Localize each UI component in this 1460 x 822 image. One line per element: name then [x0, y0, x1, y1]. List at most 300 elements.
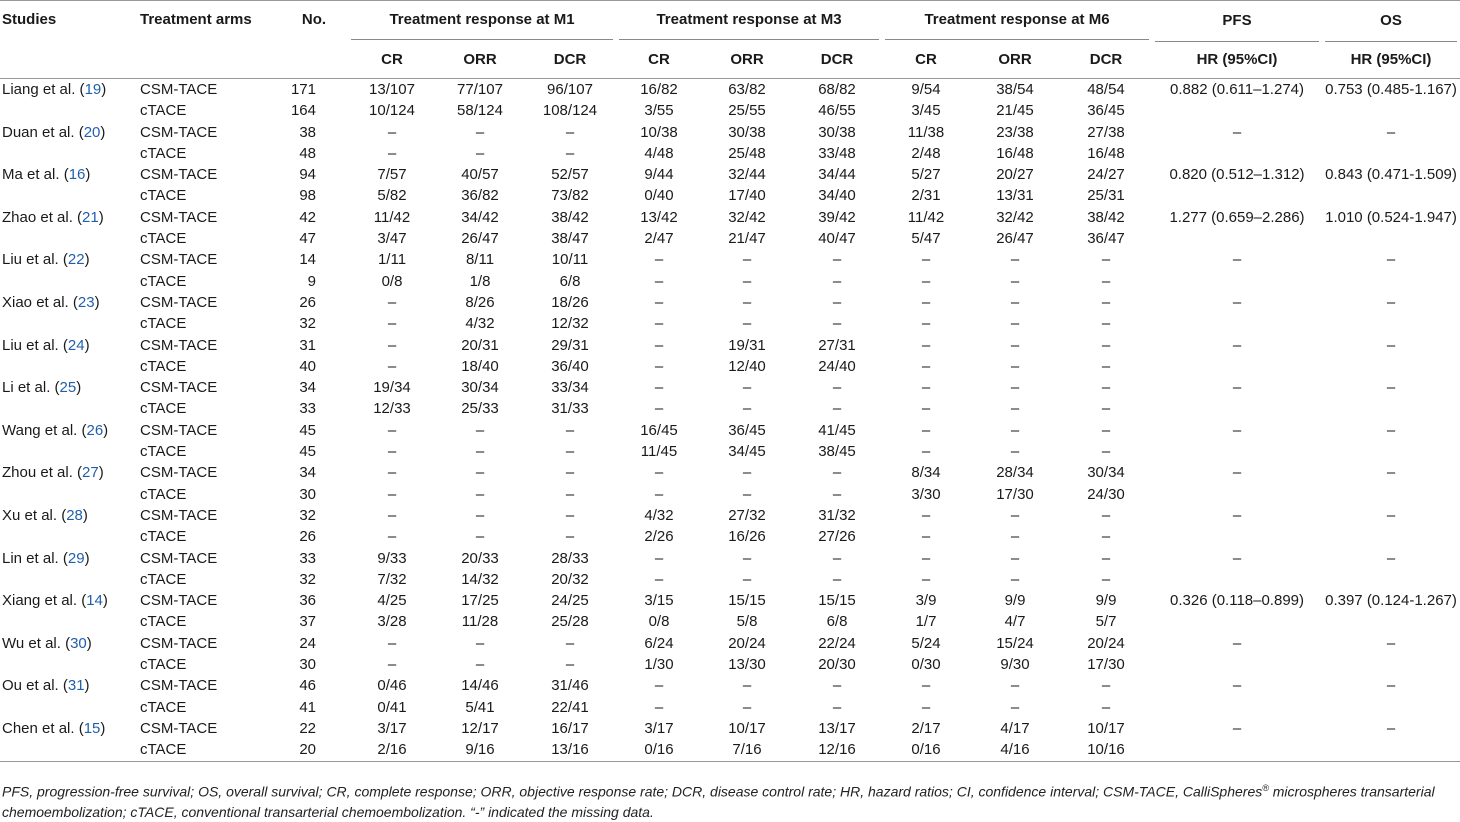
table-row	[0, 122, 1460, 143]
cell-pfs	[1152, 611, 1322, 632]
cell-m6orr: 17/30	[996, 485, 1034, 503]
cell-m3dcr: 13/17	[818, 719, 856, 737]
cell-m1dcr: –	[565, 506, 575, 524]
cell-m1dcr: –	[565, 421, 575, 439]
cell-m6dcr: –	[1101, 570, 1111, 588]
cell-pfs	[1152, 228, 1322, 249]
cell-m6orr: 21/45	[996, 102, 1034, 120]
header-m1-dcr: DCR	[553, 50, 587, 68]
cell-m3orr: 25/48	[728, 144, 766, 162]
cell-m1orr: 12/17	[461, 719, 499, 737]
cell-m3dcr: 27/26	[818, 528, 856, 546]
cell-pfs	[1152, 441, 1322, 462]
study-name-close: )	[86, 634, 92, 652]
table-row	[0, 79, 1460, 101]
header-m6: Treatment response at M6	[882, 1, 1152, 41]
cell-m1dcr: 25/28	[551, 613, 589, 631]
cell-m1cr: –	[387, 634, 397, 652]
cell-m6orr: –	[1010, 549, 1020, 567]
cell-m3orr: 19/31	[728, 336, 766, 354]
cell-m3orr: 5/8	[736, 613, 758, 631]
cell-m1dcr: 73/82	[551, 187, 589, 205]
reference-link[interactable]: 27	[82, 464, 99, 482]
cell-arm: CSM-TACE	[140, 677, 218, 695]
cell-arm: CSM-TACE	[140, 208, 218, 226]
footnote-text-1: PFS, progression-free survival; OS, overall survival; CR, complete response; ORR, objective response rate; DCR, disease control rate; HR, hazard ratios; CI, confidence interval; CSM-TACE, CalliSpheres	[2, 783, 1263, 800]
cell-m6dcr: 9/9	[1095, 592, 1117, 610]
cell-m3orr: 32/44	[728, 166, 766, 184]
cell-m1cr: –	[387, 293, 397, 311]
registered-mark: ®	[1262, 783, 1269, 793]
cell-m1dcr: –	[565, 144, 575, 162]
cell-m6orr: –	[1010, 315, 1020, 333]
cell-pfs	[1152, 185, 1322, 206]
cell-m1dcr: –	[565, 464, 575, 482]
study-name: Xu et al. (	[2, 506, 67, 524]
cell-m3cr: 16/82	[640, 81, 678, 98]
cell-m1dcr: 20/32	[551, 570, 589, 588]
cell-m1cr: –	[387, 357, 397, 375]
cell-pfs: –	[1232, 421, 1242, 439]
table-row	[0, 697, 1460, 718]
cell-no: 164	[290, 102, 316, 120]
cell-m6cr: –	[921, 336, 931, 354]
cell-m3cr: –	[654, 549, 664, 567]
cell-m3cr: 2/26	[644, 528, 674, 546]
cell-m1cr: 9/33	[377, 549, 407, 567]
cell-m6cr: –	[921, 570, 931, 588]
cell-m3dcr: –	[832, 698, 842, 716]
cell-os	[1322, 313, 1460, 334]
cell-m6orr: –	[1010, 251, 1020, 269]
cell-m1cr: –	[387, 506, 397, 524]
cell-m6dcr: –	[1101, 336, 1111, 354]
cell-m1orr: 14/32	[461, 570, 499, 588]
cell-pfs: –	[1232, 506, 1242, 524]
study-name: Wang et al. (	[2, 421, 87, 439]
cell-m6orr: 15/24	[996, 634, 1034, 652]
study-name: Li et al. (	[2, 379, 60, 397]
cell-no: 26	[299, 528, 316, 546]
cell-arm: cTACE	[140, 741, 187, 759]
cell-m3orr: 10/17	[728, 719, 766, 737]
table-row	[0, 590, 1460, 611]
study-name: Ou et al. (	[2, 677, 68, 695]
cell-m1dcr: 108/124	[542, 102, 598, 120]
cell-m6dcr: –	[1101, 357, 1111, 375]
table-row	[0, 143, 1460, 164]
cell-pfs	[1152, 697, 1322, 718]
study-name: Duan et al. (	[2, 123, 84, 141]
cell-m6dcr: 10/17	[1087, 719, 1125, 737]
cell-no: 48	[299, 144, 316, 162]
header-m1-cr: CR	[381, 50, 403, 68]
table-row	[0, 249, 1460, 270]
reference-link[interactable]: 16	[68, 166, 86, 184]
cell-m3orr: –	[742, 400, 752, 418]
cell-m1orr: 34/42	[461, 208, 499, 226]
cell-arm: cTACE	[140, 570, 187, 588]
cell-m1cr: 2/16	[377, 741, 407, 759]
cell-no: 37	[299, 613, 316, 631]
cell-m1cr: 10/124	[369, 102, 415, 120]
header-m3-orr: ORR	[730, 50, 764, 68]
cell-arm: cTACE	[140, 272, 187, 290]
cell-m6dcr: 25/31	[1087, 187, 1125, 205]
reference-link[interactable]: 15	[83, 719, 101, 737]
table-row	[0, 675, 1460, 696]
cell-no: 31	[299, 336, 316, 354]
cell-m1orr: 8/26	[465, 293, 495, 311]
cell-os	[1322, 611, 1460, 632]
header-m3-dcr: DCR	[820, 50, 854, 68]
cell-m3orr: 36/45	[728, 421, 766, 439]
cell-m3cr: 0/40	[644, 187, 674, 205]
cell-study	[0, 441, 138, 462]
cell-arm: cTACE	[140, 230, 187, 248]
cell-study	[0, 505, 138, 526]
cell-m3dcr: 34/40	[818, 187, 856, 205]
cell-arm: CSM-TACE	[140, 81, 218, 98]
cell-m3cr: 1/30	[644, 656, 674, 674]
cell-m6cr: 1/7	[915, 613, 937, 631]
cell-study	[0, 739, 138, 761]
study-name-close: )	[101, 81, 107, 98]
cell-m6cr: 3/9	[915, 592, 937, 610]
cell-m1dcr: –	[565, 443, 575, 461]
cell-pfs	[1152, 654, 1322, 675]
cell-m3dcr: 33/48	[818, 144, 856, 162]
cell-study	[0, 228, 138, 249]
cell-m3orr: –	[742, 485, 752, 503]
cell-m1dcr: 38/42	[551, 208, 589, 226]
cell-m1cr: 13/107	[369, 81, 415, 98]
cell-m6dcr: 36/47	[1087, 230, 1125, 248]
cell-m6cr: 2/48	[911, 144, 941, 162]
cell-m1cr: –	[387, 528, 397, 546]
cell-os	[1322, 143, 1460, 164]
header-m3-cr: CR	[648, 50, 670, 68]
reference-link[interactable]: 23	[77, 293, 95, 311]
cell-m6cr: 3/45	[911, 102, 941, 120]
cell-m3dcr: –	[832, 677, 842, 695]
cell-m1cr: –	[387, 485, 397, 503]
cell-m6dcr: 5/7	[1095, 613, 1117, 631]
reference-link[interactable]: 25	[59, 379, 77, 397]
cell-no: 94	[299, 166, 316, 184]
cell-m6cr: 3/30	[911, 485, 941, 503]
header-m1: Treatment response at M1	[348, 1, 616, 41]
cell-study	[0, 633, 138, 654]
cell-m3dcr: –	[832, 272, 842, 290]
cell-m6orr: –	[1010, 272, 1020, 290]
cell-os	[1322, 654, 1460, 675]
reference-link[interactable]: 31	[67, 677, 85, 695]
cell-m3orr: 7/16	[732, 741, 762, 759]
cell-pfs	[1152, 313, 1322, 334]
cell-m1orr: 58/124	[457, 102, 503, 120]
cell-m1cr: 11/42	[373, 208, 411, 226]
cell-m3dcr: –	[832, 293, 842, 311]
cell-no: 32	[299, 315, 316, 333]
cell-pfs	[1152, 569, 1322, 590]
cell-os	[1322, 739, 1460, 761]
cell-m6dcr: 17/30	[1087, 656, 1125, 674]
cell-m3cr: –	[654, 315, 664, 333]
cell-pfs	[1152, 100, 1322, 121]
cell-m1dcr: –	[565, 634, 575, 652]
cell-m3cr: 6/24	[644, 634, 674, 652]
cell-m3cr: 11/45	[640, 443, 678, 461]
cell-no: 41	[299, 698, 316, 716]
cell-study	[0, 462, 138, 483]
cell-os: –	[1386, 123, 1396, 141]
cell-m1dcr: 13/16	[551, 741, 589, 759]
reference-link[interactable]: 20	[83, 123, 101, 141]
cell-study	[0, 697, 138, 718]
cell-m1cr: 5/82	[377, 187, 407, 205]
header-no: No.	[301, 11, 327, 28]
table-row	[0, 228, 1460, 249]
cell-m3dcr: 34/44	[818, 166, 856, 184]
cell-m6cr: 2/17	[911, 719, 941, 737]
cell-no: 9	[307, 272, 316, 290]
cell-pfs	[1152, 526, 1322, 547]
cell-m6orr: 28/34	[996, 464, 1034, 482]
cell-m6orr: –	[1010, 698, 1020, 716]
cell-m6cr: 11/42	[907, 208, 945, 226]
cell-m1orr: –	[475, 528, 485, 546]
cell-study	[0, 207, 138, 228]
cell-os	[1322, 271, 1460, 292]
cell-os: –	[1386, 464, 1396, 482]
cell-m1dcr: 31/46	[551, 677, 589, 695]
table-row	[0, 654, 1460, 675]
cell-m1orr: –	[475, 485, 485, 503]
cell-m1orr: 77/107	[457, 81, 503, 98]
study-name-close: )	[84, 336, 90, 354]
table-body	[0, 79, 1460, 762]
table-row	[0, 548, 1460, 569]
cell-m6cr: 0/30	[911, 656, 941, 674]
cell-m1orr: 8/11	[465, 251, 495, 269]
cell-m6dcr: –	[1101, 677, 1111, 695]
cell-m1cr: –	[387, 336, 397, 354]
cell-m1orr: 17/25	[461, 592, 499, 610]
cell-m3cr: –	[654, 464, 664, 482]
study-name-close: )	[84, 549, 90, 567]
cell-m1dcr: 6/8	[559, 272, 581, 290]
cell-m6orr: –	[1010, 400, 1020, 418]
header-studies: Studies	[2, 11, 57, 28]
cell-m1orr: 18/40	[461, 357, 499, 375]
header-m6-dcr: DCR	[1089, 50, 1123, 68]
reference-link[interactable]: 24	[67, 336, 85, 354]
cell-m1cr: 3/28	[377, 613, 407, 631]
cell-pfs	[1152, 271, 1322, 292]
cell-m6cr: 5/47	[911, 230, 941, 248]
table-row	[0, 292, 1460, 313]
study-name-close: )	[103, 421, 109, 439]
table-row	[0, 164, 1460, 185]
cell-m1cr: 0/46	[377, 677, 407, 695]
cell-m6cr: –	[921, 315, 931, 333]
reference-link[interactable]: 28	[66, 506, 83, 524]
cell-m6cr: –	[921, 421, 931, 439]
cell-m6dcr: 30/34	[1087, 464, 1125, 482]
cell-arm: CSM-TACE	[140, 293, 218, 311]
cell-m3orr: 15/15	[728, 592, 766, 610]
cell-arm: CSM-TACE	[140, 592, 218, 610]
cell-m6dcr: –	[1101, 421, 1111, 439]
table-row	[0, 377, 1460, 398]
cell-m6dcr: 36/45	[1087, 102, 1125, 120]
cell-m3orr: 20/24	[728, 634, 766, 652]
cell-m3cr: 2/47	[644, 230, 674, 248]
cell-arm: cTACE	[140, 144, 187, 162]
study-name-close: )	[102, 592, 108, 610]
table-row	[0, 569, 1460, 590]
cell-os	[1322, 398, 1460, 419]
reference-link[interactable]: 30	[70, 634, 87, 652]
cell-m6dcr: –	[1101, 251, 1111, 269]
cell-study	[0, 654, 138, 675]
cell-no: 24	[299, 634, 316, 652]
cell-m6cr: –	[921, 251, 931, 269]
cell-m1cr: 12/33	[373, 400, 411, 418]
cell-m1dcr: –	[565, 485, 575, 503]
cell-m6orr: –	[1010, 357, 1020, 375]
cell-os: –	[1386, 719, 1396, 737]
table-row	[0, 313, 1460, 334]
cell-no: 34	[299, 464, 316, 482]
reference-link[interactable]: 26	[86, 421, 104, 439]
cell-arm: cTACE	[140, 656, 187, 674]
cell-m6cr: –	[921, 506, 931, 524]
cell-pfs: –	[1232, 293, 1242, 311]
cell-pfs: 0.820 (0.512–1.312)	[1169, 166, 1305, 184]
cell-m6cr: –	[921, 698, 931, 716]
cell-arm: cTACE	[140, 613, 187, 631]
cell-arm: CSM-TACE	[140, 123, 218, 141]
cell-arm: CSM-TACE	[140, 379, 218, 397]
cell-arm: cTACE	[140, 698, 187, 716]
cell-pfs: –	[1232, 677, 1242, 695]
cell-m3orr: 25/55	[728, 102, 766, 120]
study-name-close: )	[84, 677, 90, 695]
cell-m1dcr: –	[565, 123, 575, 141]
cell-m6orr: 23/38	[996, 123, 1034, 141]
cell-study	[0, 420, 138, 441]
cell-m3cr: –	[654, 272, 664, 290]
cell-m3orr: –	[742, 272, 752, 290]
cell-m1cr: 0/41	[377, 698, 407, 716]
cell-m6orr: –	[1010, 336, 1020, 354]
cell-m1dcr: 16/17	[551, 719, 589, 737]
table-row	[0, 611, 1460, 632]
study-name: Liu et al. (	[2, 336, 68, 354]
cell-pfs: –	[1232, 464, 1242, 482]
cell-study	[0, 675, 138, 696]
cell-m3dcr: 39/42	[818, 208, 856, 226]
cell-os: –	[1386, 336, 1396, 354]
cell-pfs: –	[1232, 549, 1242, 567]
cell-no: 38	[299, 123, 316, 141]
reference-link[interactable]: 19	[84, 81, 102, 98]
cell-m3dcr: –	[832, 570, 842, 588]
cell-m3dcr: 24/40	[818, 357, 856, 375]
cell-m1orr: –	[475, 144, 485, 162]
cell-os	[1322, 228, 1460, 249]
cell-study	[0, 484, 138, 505]
cell-m3cr: –	[654, 357, 664, 375]
cell-m1cr: 3/17	[377, 719, 407, 737]
study-name: Zhou et al. (	[2, 464, 83, 482]
cell-m3cr: –	[654, 336, 664, 354]
study-name: Xiang et al. (	[2, 592, 87, 610]
cell-m6cr: 2/31	[911, 187, 941, 205]
cell-m3dcr: 12/16	[818, 741, 856, 759]
cell-m3dcr: 20/30	[818, 656, 856, 674]
cell-m3dcr: 22/24	[818, 634, 856, 652]
cell-m3dcr: –	[832, 379, 842, 397]
cell-no: 32	[299, 506, 316, 524]
cell-m6dcr: –	[1101, 506, 1111, 524]
cell-m6orr: –	[1010, 677, 1020, 695]
cell-study	[0, 79, 138, 101]
cell-m3orr: 12/40	[728, 357, 766, 375]
table-row	[0, 271, 1460, 292]
cell-m6orr: 20/27	[996, 166, 1034, 184]
cell-no: 46	[299, 677, 316, 695]
cell-m3dcr: 27/31	[818, 336, 856, 354]
reference-link[interactable]: 22	[67, 251, 85, 269]
cell-study	[0, 100, 138, 121]
cell-m1dcr: 28/33	[551, 549, 589, 567]
cell-m3orr: –	[742, 677, 752, 695]
study-name: Ma et al. (	[2, 166, 69, 184]
cell-study	[0, 398, 138, 419]
cell-m3dcr: 68/82	[818, 81, 856, 98]
reference-link[interactable]: 21	[82, 208, 99, 226]
cell-no: 34	[299, 379, 316, 397]
cell-arm: CSM-TACE	[140, 336, 218, 354]
reference-link[interactable]: 29	[67, 549, 85, 567]
cell-pfs: 0.882 (0.611–1.274)	[1170, 81, 1304, 98]
cell-m6cr: –	[921, 549, 931, 567]
cell-m1cr: –	[387, 656, 397, 674]
cell-m3orr: –	[742, 464, 752, 482]
cell-pfs: –	[1232, 719, 1242, 737]
cell-m3dcr: 41/45	[818, 421, 856, 439]
header-m6-cr: CR	[915, 50, 937, 68]
cell-m3orr: 32/42	[728, 208, 766, 226]
cell-m3orr: 34/45	[728, 443, 766, 461]
cell-os: 0.397 (0.124-1.267)	[1325, 592, 1457, 610]
cell-study	[0, 292, 138, 313]
reference-link[interactable]: 14	[86, 592, 103, 610]
cell-m3dcr: 46/55	[818, 102, 856, 120]
cell-m3dcr: –	[832, 315, 842, 333]
cell-pfs	[1152, 143, 1322, 164]
table-row	[0, 185, 1460, 206]
cell-m1orr: –	[475, 123, 485, 141]
cell-study	[0, 611, 138, 632]
cell-m1cr: 7/32	[377, 570, 407, 588]
cell-m3dcr: –	[832, 400, 842, 418]
cell-os: –	[1386, 293, 1396, 311]
cell-m6dcr: –	[1101, 443, 1111, 461]
